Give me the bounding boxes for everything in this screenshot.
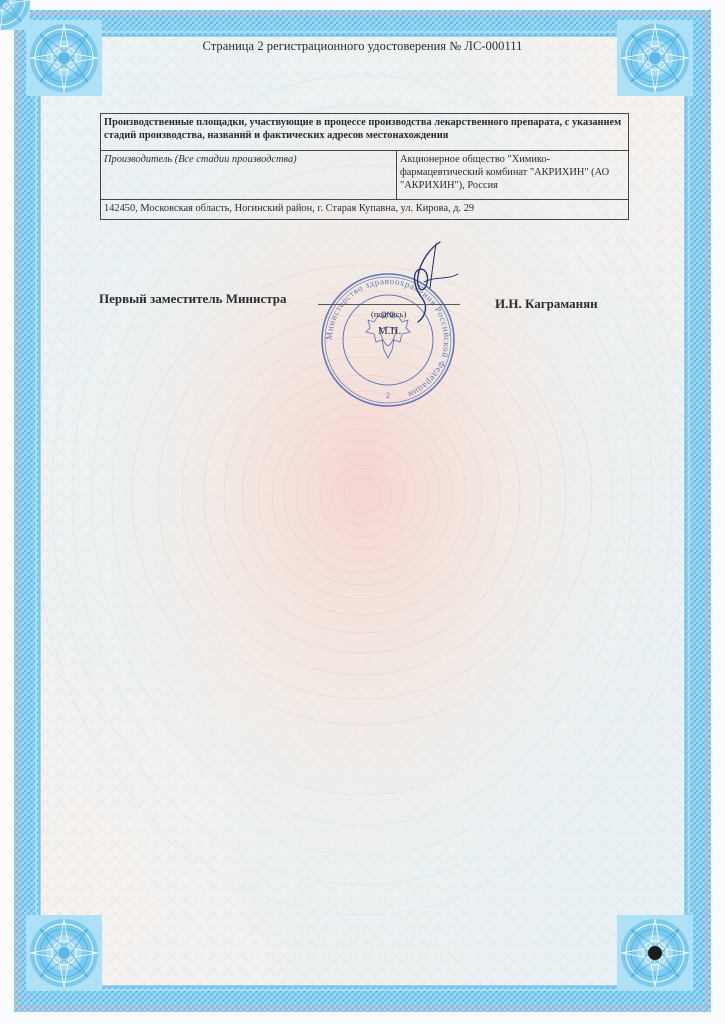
seal-text: Министерство здравоохранения Российской Федерации <box>323 275 453 401</box>
producer-address: 142450, Московская область, Ногинский район, г. Старая Купавна, ул. Кирова, д. 29 <box>101 200 629 220</box>
table-row <box>101 200 629 220</box>
signatory-name: И.Н. Каграманян <box>495 296 598 311</box>
signature-caption: (подпись) <box>371 309 407 319</box>
producer-organization: Акционерное общество "Химико-фармацевтический комбинат "АКРИХИН" (АО "АКРИХИН"), Россия <box>397 151 629 200</box>
signatory-position: Первый заместитель Министра <box>99 291 287 306</box>
production-sites-table <box>100 113 629 220</box>
table-heading: Производственные площадки, участвующие в процессе производства лекарственного препарата, с указанием стадий производства, названий и фактических адресов местонахождения <box>101 114 629 151</box>
signature-line <box>318 304 460 305</box>
producer-role: Производитель (Все стадии производства) <box>101 151 397 200</box>
seal-caption: М.П. <box>378 325 402 337</box>
table-row <box>101 151 629 200</box>
page-title: Страница 2 регистрационного удостоверения № ЛС-000111 <box>202 39 523 53</box>
seal-number: 2 <box>386 391 390 400</box>
table-row <box>101 114 629 151</box>
